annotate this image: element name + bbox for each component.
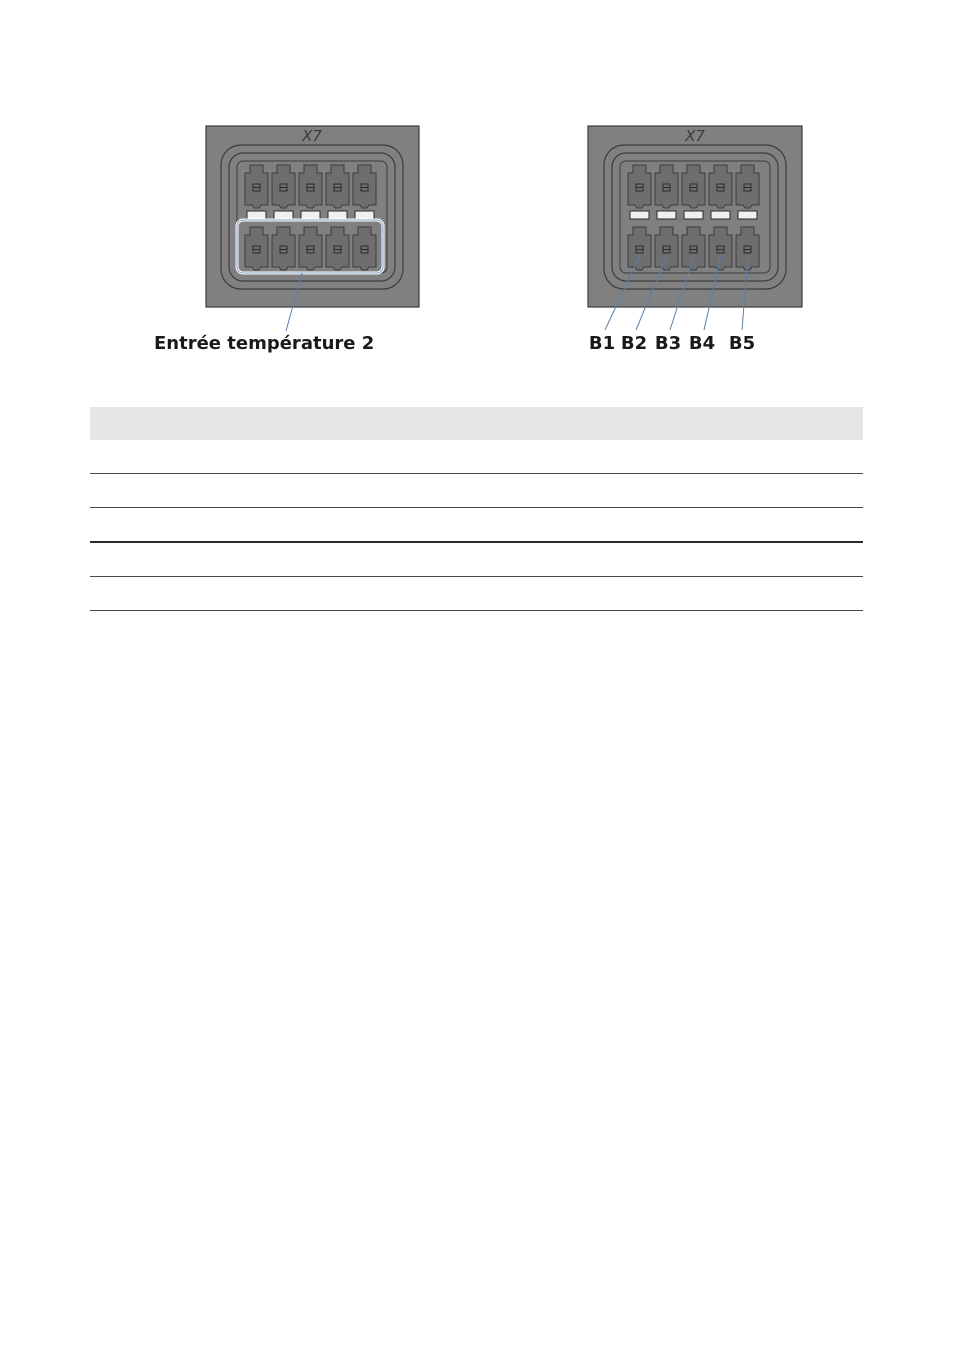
table-header-cell (90, 407, 863, 440)
table-cell (90, 440, 863, 474)
connector-diagrams (0, 0, 953, 380)
connector-left (154, 126, 419, 354)
callout-temperature-input-2: Entrée température 2 (154, 333, 375, 354)
separator-row-right (630, 211, 757, 219)
pin-assignment-table (90, 407, 863, 611)
callout-b2: B2 (620, 333, 648, 354)
table-cell (90, 542, 863, 577)
table-cell (90, 508, 863, 543)
connector-label-right: X7 (685, 127, 705, 145)
separator-row-left (247, 211, 374, 219)
table-row (90, 577, 863, 611)
connector-right (588, 126, 802, 354)
table-row (90, 542, 863, 577)
table-row (90, 508, 863, 543)
table-header-row (90, 407, 863, 440)
callout-b1: B1 (588, 333, 616, 354)
table-cell (90, 474, 863, 508)
callout-b3: B3 (654, 333, 682, 354)
callout-b4: B4 (688, 333, 716, 354)
table-cell (90, 577, 863, 611)
table-row (90, 474, 863, 508)
table-row (90, 440, 863, 474)
connector-label-left: X7 (302, 127, 322, 145)
callout-b5: B5 (728, 333, 756, 354)
